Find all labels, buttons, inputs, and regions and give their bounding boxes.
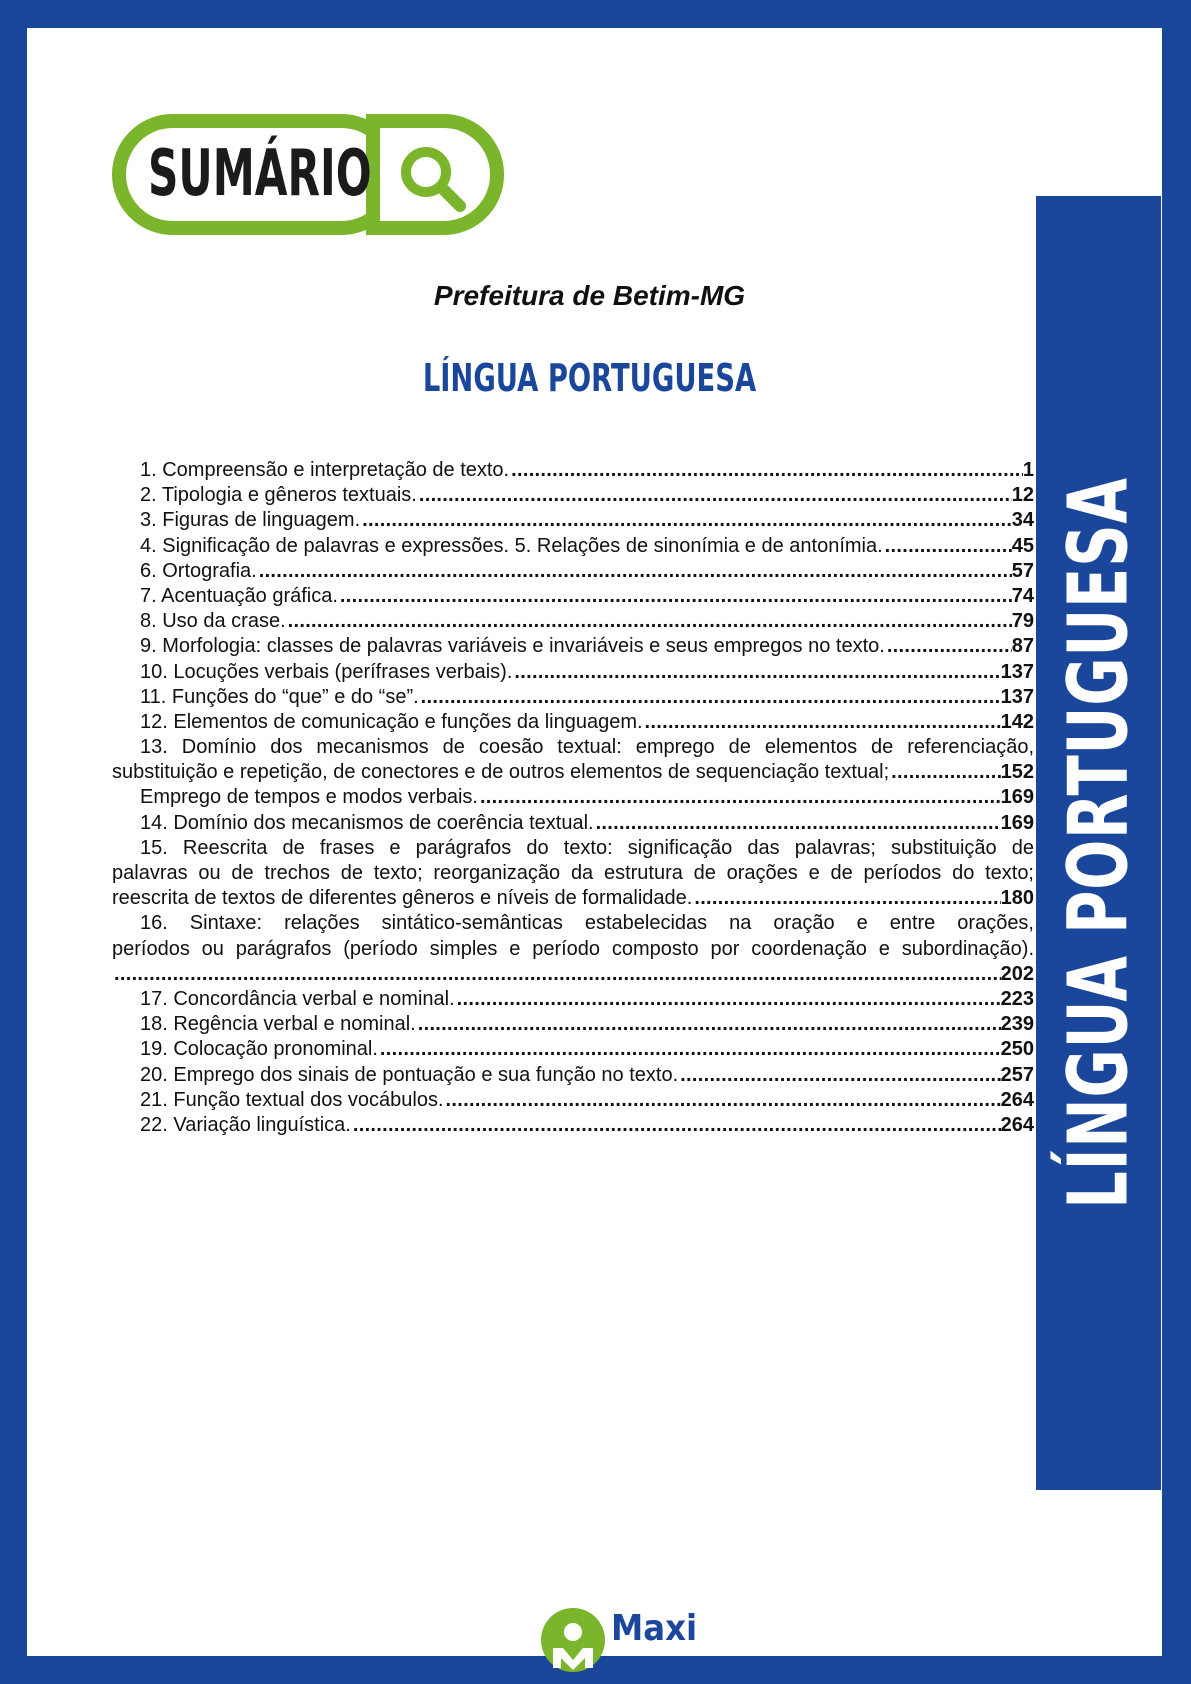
toc-entry-line: períodos ou parágrafos (período simples e período composto por coordenação e subordinação). <box>112 937 1034 960</box>
toc-page-number: 169 <box>1000 811 1034 834</box>
toc-entry-text: 6. Ortografia. <box>140 559 257 582</box>
toc-leader-dots <box>889 760 1000 785</box>
toc-entry <box>112 1113 1034 1138</box>
toc-entry-text: 12. Elementos de comunicação e funções da linguagem. <box>140 710 643 733</box>
toc-entry-text: 18. Regência verbal e nominal. <box>140 1013 416 1036</box>
section-title-text: LÍNGUA PORTUGUESA <box>422 356 757 400</box>
toc-entry-line: 16. Sintaxe: relações sintático-semânticas estabelecidas na oração e entre orações, <box>140 912 1034 935</box>
toc-entry-text: 17. Concordância verbal e nominal. <box>140 987 455 1010</box>
subtitle: Prefeitura de Betim-MG <box>433 280 746 311</box>
toc-entry <box>112 962 1034 987</box>
toc-leader-dots <box>509 458 1023 483</box>
toc-entry-line: 13. Domínio dos mecanismos de coesão textual: emprego de elementos de referenciação, <box>140 736 1034 759</box>
toc-leader-dots <box>643 710 1001 735</box>
toc-page-number: 202 <box>1000 962 1034 985</box>
toc-entry-text: 2. Tipologia e gêneros textuais. <box>140 484 417 507</box>
toc-entry <box>112 685 1034 710</box>
toc-entry <box>112 483 1034 508</box>
toc-leader-dots <box>883 534 1012 559</box>
toc-leader-dots <box>351 1113 1001 1138</box>
toc-leader-dots <box>478 785 1001 810</box>
toc-entry <box>112 609 1034 634</box>
toc-leader-dots <box>257 559 1012 584</box>
toc-page-number: 87 <box>1011 635 1034 658</box>
toc-entry <box>112 886 1034 911</box>
toc-entry <box>112 811 1034 836</box>
toc-leader-dots <box>360 508 1012 533</box>
toc-page-number: 1 <box>1022 459 1034 481</box>
side-band <box>1036 196 1161 1490</box>
logo-sub: educa <box>637 1654 691 1673</box>
toc-entry-text: reescrita de textos de diferentes gêneros e níveis de formalidade. <box>112 887 693 910</box>
toc-page-number: 250 <box>1000 1038 1034 1061</box>
toc-entry <box>112 1037 1034 1062</box>
toc-leader-dots <box>594 811 1001 836</box>
toc-leader-dots <box>378 1037 1001 1062</box>
toc-entry <box>112 987 1034 1012</box>
toc-page-number: 57 <box>1011 559 1034 582</box>
toc-entry <box>112 1063 1034 1088</box>
toc-entry-text: 22. Variação linguística. <box>140 1113 351 1136</box>
toc-entry <box>112 584 1034 609</box>
toc-leader-dots <box>112 962 1001 987</box>
toc-page-number: 223 <box>1000 987 1034 1010</box>
toc-entry <box>112 1012 1034 1037</box>
toc-page-number: 152 <box>1000 761 1034 784</box>
logo-mark-icon <box>539 1606 607 1674</box>
logo-name: Maxi <box>611 1608 698 1649</box>
toc-entry-text: 19. Colocação pronominal. <box>140 1038 378 1061</box>
toc-leader-dots <box>286 609 1012 634</box>
toc-entry-text: 3. Figuras de linguagem. <box>140 509 361 532</box>
toc-entry-text: 21. Função textual dos vocábulos. <box>140 1088 444 1111</box>
toc-leader-dots <box>692 886 1000 911</box>
toc-entry <box>112 458 1034 483</box>
toc-leader-dots <box>455 987 1001 1012</box>
toc-entry <box>112 710 1034 735</box>
toc-page-number: 239 <box>1000 1013 1034 1036</box>
toc-entry-text: Emprego de tempos e modos verbais. <box>140 786 478 809</box>
toc-page-number: 74 <box>1011 584 1034 607</box>
toc-page-number: 12 <box>1011 484 1034 507</box>
toc-entry <box>112 660 1034 685</box>
toc-page-number: 257 <box>1000 1063 1034 1086</box>
toc-entry-text: 4. Significação de palavras e expressões. 5. Relações de sinonímia e de antonímia. <box>140 534 883 557</box>
toc-entry-text: 14. Domínio dos mecanismos de coerência textual. <box>140 811 594 834</box>
toc-entry-text: 8. Uso da crase. <box>140 610 286 633</box>
toc-entry-text: 10. Locuções verbais (perífrases verbais). <box>140 660 513 683</box>
toc-leader-dots <box>338 584 1012 609</box>
toc-page-number: 137 <box>1000 685 1034 708</box>
toc-page-number: 264 <box>1000 1113 1034 1136</box>
toc-leader-dots <box>512 660 1000 685</box>
toc-entry <box>112 760 1034 785</box>
section-title <box>27 356 1152 400</box>
toc-entry <box>112 508 1034 533</box>
toc-entry-text: 11. Funções do “que” e do “se”. <box>140 685 419 708</box>
toc-entry-line: 15. Reescrita de frases e parágrafos do texto: significação das palavras; substituição de <box>140 836 1034 859</box>
side-label <box>1051 335 1146 1351</box>
toc-leader-dots <box>444 1088 1001 1113</box>
toc-entry-text: 20. Emprego dos sinais de pontuação e sua função no texto. <box>140 1063 679 1086</box>
toc-entry <box>112 634 1034 659</box>
toc-page-number: 169 <box>1000 786 1034 809</box>
table-of-contents <box>112 458 1034 1138</box>
toc-page-number: 34 <box>1011 509 1034 532</box>
toc-leader-dots <box>678 1063 1000 1088</box>
toc-leader-dots <box>417 483 1012 508</box>
toc-leader-dots <box>419 685 1001 710</box>
toc-page-number: 137 <box>1000 660 1034 683</box>
maxi-educa-logo <box>539 1606 709 1676</box>
magnifier-icon <box>388 132 480 218</box>
side-label-text: LÍNGUA PORTUGUESA <box>1051 477 1146 1209</box>
toc-entry <box>112 559 1034 584</box>
toc-entry <box>112 785 1034 810</box>
toc-page-number: 79 <box>1011 610 1034 633</box>
badge-label: SUMÁRIO <box>148 137 372 211</box>
toc-entry-text: 1. Compreensão e interpretação de texto. <box>140 459 510 481</box>
toc-entry <box>112 1088 1034 1113</box>
toc-leader-dots <box>416 1012 1001 1037</box>
toc-page-number: 142 <box>1000 710 1034 733</box>
toc-entry-text: 9. Morfologia: classes de palavras variáveis e invariáveis e seus empregos no texto. <box>140 635 885 658</box>
toc-page-number: 180 <box>1000 887 1034 910</box>
toc-page-number: 264 <box>1000 1088 1034 1111</box>
toc-entry-text: substituição e repetição, de conectores e de outros elementos de sequenciação textual; <box>112 761 890 784</box>
toc-entry-line: palavras ou de trechos de texto; reorganização da estrutura de orações e de períodos do texto; <box>112 862 1034 884</box>
toc-entry-text: 7. Acentuação gráfica. <box>140 584 338 607</box>
summary-badge <box>112 114 504 235</box>
toc-leader-dots <box>885 634 1012 659</box>
toc-entry <box>112 534 1034 559</box>
document-sheet <box>27 28 1162 1673</box>
toc-page-number: 45 <box>1011 534 1034 557</box>
